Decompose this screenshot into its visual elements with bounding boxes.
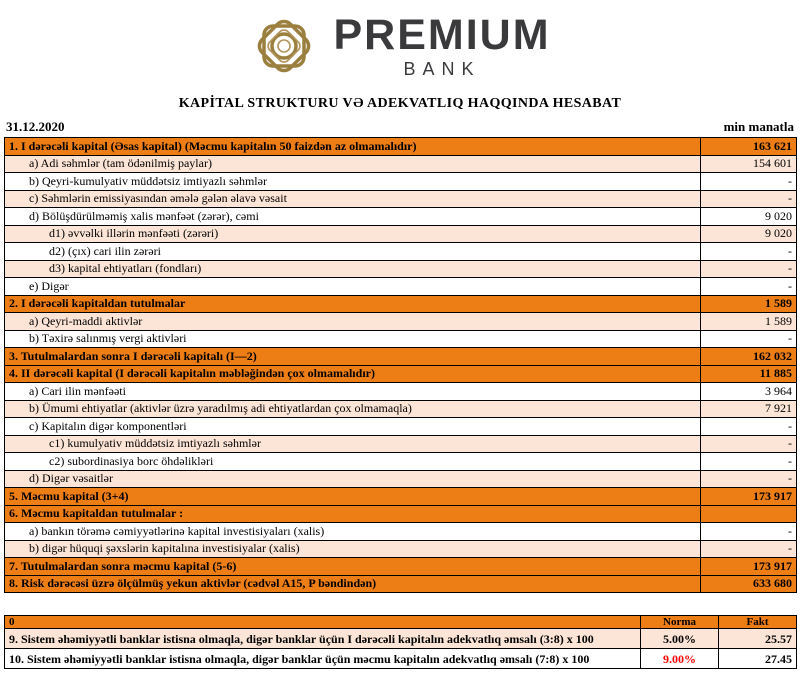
report-date: 31.12.2020 bbox=[6, 119, 65, 134]
table-row bbox=[5, 155, 797, 173]
row-label: 1. I dərəcəli kapital (Əsas kapital) (Məcmu kapitalın 50 faizdən az olmamalıdır) bbox=[5, 138, 701, 156]
fakt-value: 25.57 bbox=[719, 629, 797, 649]
row-value: 11 885 bbox=[701, 365, 797, 383]
row-label: a) Adi səhmlər (tam ödənilmiş paylar) bbox=[5, 155, 701, 173]
row-label: c1) kumulyativ müddətsiz imtiyazlı səhmlər bbox=[5, 435, 701, 453]
row-label: d3) kapital ehtiyatları (fondları) bbox=[5, 260, 701, 278]
row-label: a) Qeyri-maddi aktivlər bbox=[5, 313, 701, 331]
row-label: b) Ümumi ehtiyatlar (aktivlər üzrə yaradılmış adi ehtiyatlardan çox olmamaqla) bbox=[5, 400, 701, 418]
brand-subname: BANK bbox=[403, 59, 481, 79]
table-row bbox=[5, 190, 797, 208]
table-row bbox=[5, 575, 797, 593]
table-row bbox=[5, 649, 797, 669]
row-label: c) Kapitalın digər komponentləri bbox=[5, 418, 701, 436]
table-row bbox=[5, 505, 797, 523]
corner-cell: 0 bbox=[5, 616, 641, 629]
table-row bbox=[5, 418, 797, 436]
row-value: 173 917 bbox=[701, 488, 797, 506]
table-row bbox=[5, 260, 797, 278]
norma-value: 9.00% bbox=[641, 649, 719, 669]
row-label: 10. Sistem əhəmiyyətli banklar istisna olmaqla, digər banklar üçün məcmu kapitalın adekvatlıq əmsalı (7:8) x 100 bbox=[5, 649, 641, 669]
brand-text bbox=[333, 13, 550, 79]
row-value: 3 964 bbox=[701, 383, 797, 401]
table-row bbox=[5, 330, 797, 348]
row-value: - bbox=[701, 453, 797, 471]
row-label: d) Bölüşdürülməmiş xalis mənfəət (zərər), cəmi bbox=[5, 208, 701, 226]
table-row bbox=[5, 488, 797, 506]
row-label: 7. Tutulmalardan sonra məcmu kapital (5-6) bbox=[5, 558, 701, 576]
table-row bbox=[5, 295, 797, 313]
table-row bbox=[5, 138, 797, 156]
row-value: 9 020 bbox=[701, 208, 797, 226]
adequacy-header-row bbox=[5, 616, 797, 629]
row-value: 9 020 bbox=[701, 225, 797, 243]
row-label: d2) (çıx) cari ilin zərəri bbox=[5, 243, 701, 261]
bank-emblem-icon bbox=[249, 11, 319, 81]
table-row bbox=[5, 540, 797, 558]
row-label: a) bankın törəmə cəmiyyətlərinə kapital investisiyaları (xalis) bbox=[5, 523, 701, 541]
row-value: - bbox=[701, 435, 797, 453]
row-label: a) Cari ilin mənfəəti bbox=[5, 383, 701, 401]
row-value: 1 589 bbox=[701, 313, 797, 331]
row-label: b) Qeyri-kumulyativ müddətsiz imtiyazlı səhmlər bbox=[5, 173, 701, 191]
row-value: - bbox=[701, 173, 797, 191]
row-label: c) Səhmlərin emissiyasından əmələ gələn əlavə vəsait bbox=[5, 190, 701, 208]
row-value: - bbox=[701, 470, 797, 488]
table-row bbox=[5, 365, 797, 383]
row-label: d1) əvvəlki illərin mənfəəti (zərəri) bbox=[5, 225, 701, 243]
row-value: - bbox=[701, 260, 797, 278]
table-row bbox=[5, 383, 797, 401]
table-row bbox=[5, 558, 797, 576]
row-value: - bbox=[701, 523, 797, 541]
table-row bbox=[5, 470, 797, 488]
adequacy-table bbox=[4, 615, 797, 669]
table-row bbox=[5, 278, 797, 296]
row-value: 1 589 bbox=[701, 295, 797, 313]
brand-name: PREMIUM bbox=[333, 11, 551, 59]
report-meta bbox=[4, 119, 796, 135]
row-label: 5. Məcmu kapital (3+4) bbox=[5, 488, 701, 506]
row-value: - bbox=[701, 190, 797, 208]
table-row bbox=[5, 313, 797, 331]
row-value: 633 680 bbox=[701, 575, 797, 593]
table-row bbox=[5, 400, 797, 418]
table-row bbox=[5, 523, 797, 541]
row-value: - bbox=[701, 418, 797, 436]
table-row bbox=[5, 225, 797, 243]
fakt-column-header: Fakt bbox=[719, 616, 797, 629]
row-value: 162 032 bbox=[701, 348, 797, 366]
row-label: 6. Məcmu kapitaldan tutulmalar : bbox=[5, 505, 701, 523]
row-label: 4. II dərəcəli kapital (I dərəcəli kapitalın məbləğindən çox olmamalıdır) bbox=[5, 365, 701, 383]
row-value: 163 621 bbox=[701, 138, 797, 156]
norma-column-header: Norma bbox=[641, 616, 719, 629]
capital-table-body bbox=[5, 138, 797, 593]
report-title: KAPİTAL STRUKTURU VƏ ADEKVATLIQ HAQQINDA HESABAT bbox=[178, 96, 622, 111]
table-row bbox=[5, 243, 797, 261]
row-label: 3. Tutulmalardan sonra I dərəcəli kapitalı (I—2) bbox=[5, 348, 701, 366]
row-label: c2) subordinasiya borc öhdəlikləri bbox=[5, 453, 701, 471]
norma-value: 5.00% bbox=[641, 629, 719, 649]
capital-structure-table bbox=[4, 137, 797, 593]
table-row bbox=[5, 208, 797, 226]
row-value: - bbox=[701, 330, 797, 348]
table-row bbox=[5, 173, 797, 191]
table-row bbox=[5, 348, 797, 366]
table-row bbox=[5, 435, 797, 453]
row-value: 7 921 bbox=[701, 400, 797, 418]
table-row bbox=[5, 453, 797, 471]
row-label: b) digər hüquqi şəxslərin kapitalına investisiyalar (xalis) bbox=[5, 540, 701, 558]
row-label: e) Digər bbox=[5, 278, 701, 296]
row-value: - bbox=[701, 540, 797, 558]
adequacy-table-body bbox=[5, 629, 797, 669]
unit-label: min manatla bbox=[723, 119, 794, 134]
row-label: d) Digər vəsaitlər bbox=[5, 470, 701, 488]
row-value: 154 601 bbox=[701, 155, 797, 173]
row-value: - bbox=[701, 243, 797, 261]
row-value bbox=[701, 505, 797, 523]
row-label: b) Təxirə salınmış vergi aktivləri bbox=[5, 330, 701, 348]
row-label: 9. Sistem əhəmiyyətli banklar istisna olmaqla, digər banklar üçün I dərəcəli kapitalın adekvatlıq əmsalı (3:8) x 100 bbox=[5, 629, 641, 649]
table-row bbox=[5, 629, 797, 649]
row-label: 8. Risk dərəcəsi üzrə ölçülmüş yekun aktivlər (cədvəl A15, P bəndindən) bbox=[5, 575, 701, 593]
row-label: 2. I dərəcəli kapitaldan tutulmalar bbox=[5, 295, 701, 313]
bank-logo bbox=[4, 6, 796, 86]
row-value: 173 917 bbox=[701, 558, 797, 576]
fakt-value: 27.45 bbox=[719, 649, 797, 669]
row-value: - bbox=[701, 278, 797, 296]
